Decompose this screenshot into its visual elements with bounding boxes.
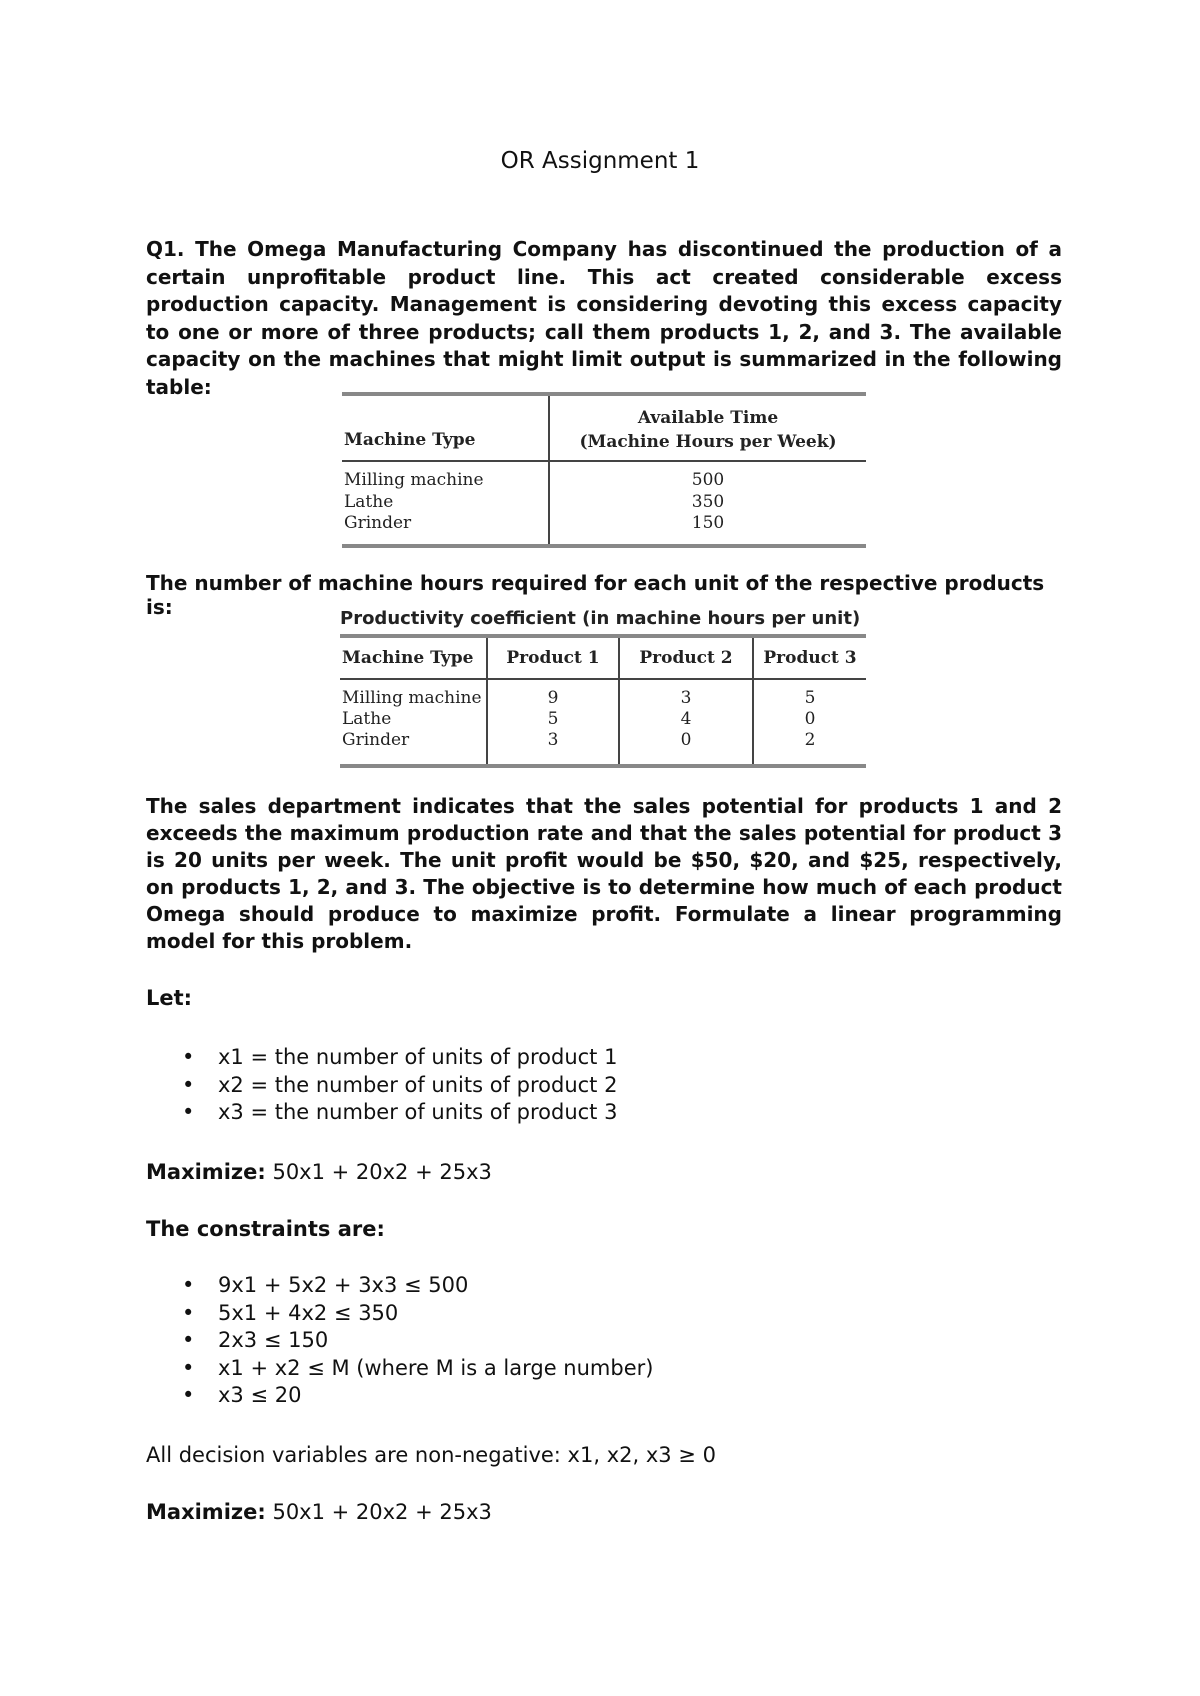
list-item: • 5x1 + 4x2 ≤ 350 (146, 1300, 653, 1328)
table2-header-cell: Product 1 (488, 638, 620, 678)
table2-cell: 9 (547, 688, 559, 708)
list-item: • 9x1 + 5x2 + 3x3 ≤ 500 (146, 1272, 653, 1300)
objective-function: 50x1 + 20x2 + 25x3 (272, 1160, 492, 1184)
table1-cell-hours: 150 (691, 513, 725, 533)
table2-cell: Grinder (342, 730, 410, 750)
table2-cell: 3 (680, 688, 692, 708)
list-item: • 2x3 ≤ 150 (146, 1327, 653, 1355)
table2-cell: 5 (547, 709, 559, 729)
table1-body (342, 462, 866, 544)
objective-line-repeat (146, 1500, 492, 1524)
table1-header-machine-type: Machine Type (342, 396, 550, 460)
table2-header-row (340, 638, 866, 680)
table1-cell-hours: 350 (691, 491, 725, 512)
table2-cell: 3 (547, 730, 559, 750)
table1-cell-machine: Grinder (344, 513, 412, 533)
list-item: • x1 = the number of units of product 1 (146, 1044, 617, 1072)
table2-header-cell: Product 3 (763, 648, 857, 668)
maximize-label: Maximize: (146, 1160, 266, 1184)
list-item: • x3 = the number of units of product 3 (146, 1099, 617, 1127)
table2-product1-column (488, 680, 620, 764)
variable-list (146, 1044, 617, 1127)
table1-header-line2: (Machine Hours per Week) (579, 432, 837, 452)
list-item: • x2 = the number of units of product 2 (146, 1072, 617, 1100)
table2-cell: 0 (680, 730, 692, 750)
available-time-table (342, 392, 866, 548)
table2-header-cell: Machine Type (340, 638, 488, 678)
table1-header-line1: Available Time (637, 408, 779, 428)
table1-header-available-time (550, 396, 866, 460)
list-item: • x1 + x2 ≤ M (where M is a large number) (146, 1355, 653, 1383)
page-title: OR Assignment 1 (500, 148, 700, 174)
list-item: • x3 ≤ 20 (146, 1382, 653, 1410)
non-negativity-text: All decision variables are non-negative: x1, x2, x3 ≥ 0 (146, 1443, 716, 1467)
productivity-table (340, 634, 866, 768)
table2-machine-column (340, 680, 488, 764)
maximize-label: Maximize: (146, 1500, 266, 1524)
table1-cell-machine: Milling machine (344, 470, 484, 490)
objective-function: 50x1 + 20x2 + 25x3 (272, 1500, 492, 1524)
let-label: Let: (146, 986, 193, 1010)
objective-line (146, 1160, 492, 1184)
table2-cell: Milling machine (342, 688, 482, 708)
constraints-list (146, 1272, 653, 1410)
table2-cell: 5 (804, 688, 816, 708)
table2-cell: 4 (680, 709, 692, 729)
sales-department-text: The sales department indicates that the sales potential for products 1 and 2 exceeds the maximum production rate and that the sales potential for product 3 is 20 units per week. The unit profit would be $50, $20, and $25, respectively, on products 1, 2, and 3. The objective is to determine how much of each product Omega should produce to maximize profit. Formulate a linear programming model for this problem. (146, 794, 1062, 953)
table1-hours-column (550, 462, 866, 544)
constraints-label: The constraints are: (146, 1217, 385, 1241)
table1-cell-machine: Lathe (344, 491, 394, 512)
table1-machine-column (342, 462, 550, 544)
table2-cell: Lathe (342, 709, 392, 729)
table2-cell: 0 (804, 709, 816, 729)
table2-product3-column (754, 680, 866, 764)
table2-header-cell: Product 2 (620, 638, 754, 678)
table2-product2-column (620, 680, 754, 764)
table2-body (340, 680, 866, 764)
table2-caption: Productivity coefficient (in machine hours per unit) (340, 608, 861, 629)
table1-cell-hours: 500 (691, 470, 725, 490)
question-1-text: Q1. The Omega Manufacturing Company has discontinued the production of a certain unprofitable product line. This act created considerable excess production capacity. Management is considering devoting this excess capacity to one or more of three products; call them products 1, 2, and 3. The available capacity on the machines that might limit output is summarized in the following table: (146, 237, 1062, 399)
table2-cell: 2 (804, 730, 816, 750)
table1-header-row (342, 396, 866, 462)
hours-required-text: The number of machine hours required for each unit of the respective products is: (146, 571, 1045, 619)
